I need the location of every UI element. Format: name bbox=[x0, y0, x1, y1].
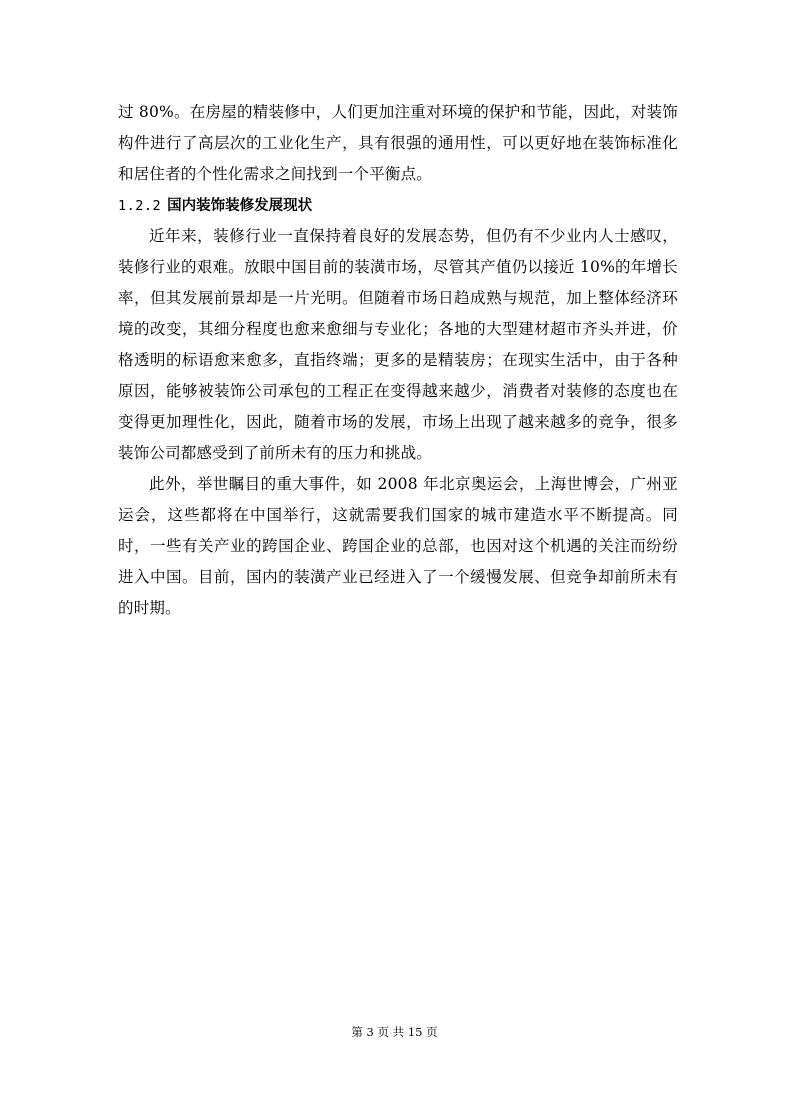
paragraph-continued: 过 80%。在房屋的精装修中，人们更加注重对环境的保护和节能，因此，对装饰构件进行了高层次的工业化生产，具有很强的通用性，可以更好地在装饰标准化和居住者的个性化需求之间找到一个平衡点。 bbox=[118, 103, 678, 183]
paragraph-major-events: 此外，举世瞩目的重大事件，如 2008 年北京奥运会，上海世博会，广州亚运会，这些都将在中国举行，这就需要我们国家的城市建造水平不断提高。同时，一些有关产业的跨国企业、跨国企业的总部，也因对这个机遇的关注而纷纷进入中国。目前，国内的装潢产业已经进入了一个缓慢发展、但竞争却前所未有的时期。 bbox=[118, 475, 678, 617]
section-title: 国内装饰装修发展现状 bbox=[167, 198, 313, 214]
paragraph-market-status: 近年来，装修行业一直保持着良好的发展态势，但仍有不少业内人士感叹，装修行业的艰难。放眼中国目前的装潢市场，尽管其产值仍以接近 10%的年增长率，但其发展前景却是一片光明。但随着市场日趋成熟与规范，加上整体经济环境的改变，其细分程度也愈来愈细与专业化；各地的大型建材超市齐头并进，价格透明的标语愈来愈多，直指终端；更多的是精装房；在现实生活中，由于各种原因，能够被装饰公司承包的工程正在变得越来越少，消费者对装修的态度也在变得更加理性化，因此，随着市场的发展，市场上出现了越来越多的竞争，很多装饰公司都感受到了前所未有的压力和挑战。 bbox=[118, 227, 678, 462]
section-heading bbox=[118, 190, 678, 221]
page-footer: 第 3 页 共 15 页 bbox=[351, 1025, 438, 1039]
page-body bbox=[118, 97, 678, 624]
section-number: 1.2.2 bbox=[118, 198, 162, 214]
